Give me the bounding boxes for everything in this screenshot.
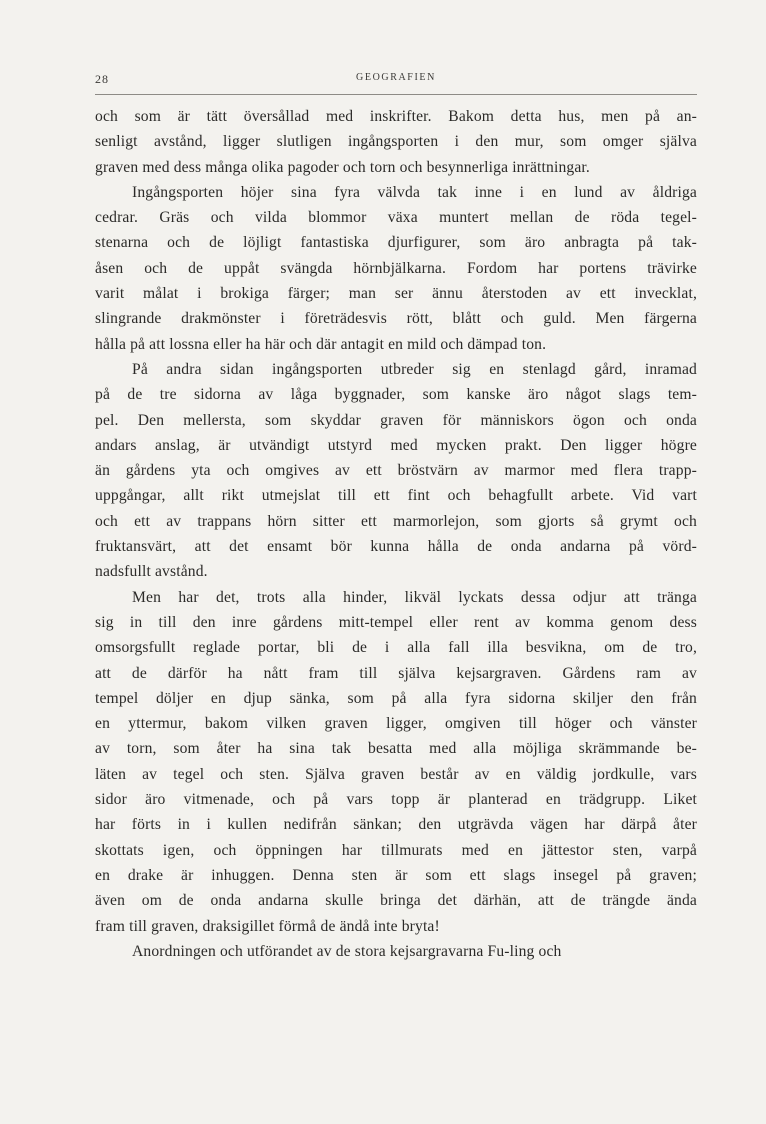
text-line: nadsfullt avstånd.: [95, 563, 208, 581]
text-line: har förts in i kullen nedifrån sänkan; den utgrävda vägen har därpå åter: [95, 816, 697, 834]
text-line: uppgångar, allt rikt utmejslat till ett fint och behagfullt arbete. Vid vart: [95, 487, 697, 505]
text-line: skottats igen, och öppningen har tillmurats med en jättestor sten, varpå: [95, 841, 697, 859]
page-header: [95, 72, 697, 95]
text-line: att de därför ha nått fram till själva kejsargraven. Gårdens ram av: [95, 664, 697, 682]
page-number: 28: [95, 72, 109, 86]
text-line: än gårdens yta och omgives av ett bröstvärn av marmor med flera trapp-: [95, 462, 697, 480]
running-title: GEOGRAFIEN: [356, 72, 436, 83]
text-line: Men har det, trots alla hinder, likväl lyckats dessa odjur att tränga: [132, 588, 697, 606]
text-line: sidor äro vitmenade, och på vars topp är planterad en trädgrupp. Liket: [95, 791, 697, 809]
text-line: och som är tätt översållad med inskrifter. Bakom detta hus, men på an-: [95, 108, 697, 125]
text-line: läten av tegel och sten. Själva graven består av en väldig jordkulle, vars: [95, 765, 697, 783]
text-line: åsen och de uppåt svängda hörnbjälkarna. Fordom har portens trävirke: [95, 259, 697, 277]
body-text: [95, 104, 697, 964]
text-line: sig in till den inre gårdens mitt-tempel eller rent av komma genom dess: [95, 613, 697, 631]
text-line: hålla på att lossna eller ha här och där antagit en mild och dämpad ton.: [95, 335, 547, 353]
text-line: senligt avstånd, ligger slutligen ingångsporten i den mur, som omger själva: [95, 133, 697, 151]
text-line: av torn, som åter ha sina tak besatta med alla möjliga skrämmande be-: [95, 740, 697, 758]
text-line: Anordningen och utförandet av de stora kejsargravarna Fu-ling och: [132, 942, 562, 960]
text-line: och ett av trappans hörn sitter ett marmorlejon, som gjorts så grymt och: [95, 512, 697, 530]
text-line: Ingångsporten höjer sina fyra välvda tak inne i en lund av åldriga: [132, 183, 697, 201]
text-line: slingrande drakmönster i företrädesvis rött, blått och guld. Men färgerna: [95, 310, 697, 328]
text-line: graven med dess många olika pagoder och torn och besynnerliga inrättningar.: [95, 158, 590, 176]
text-line: en drake är inhuggen. Denna sten är som ett slags insegel på graven;: [95, 866, 697, 884]
text-line: andars anslag, är utvändigt utstyrd med mycken prakt. Den ligger högre: [95, 436, 697, 454]
text-line: fruktansvärt, att det ensamt bör kunna hålla de onda andarna på vörd-: [95, 538, 697, 556]
text-line: cedrar. Gräs och vilda blommor växa muntert mellan de röda tegel-: [95, 209, 697, 227]
text-line: fram till graven, draksigillet förmå de ändå inte bryta!: [95, 917, 440, 935]
text-line: även om de onda andarna skulle bringa det därhän, att de trängde ända: [95, 892, 697, 910]
text-line: stenarna och de löjligt fantastiska djurfigurer, som äro anbragta på tak-: [95, 234, 697, 252]
text-line: omsorgsfullt reglade portar, bli de i alla fall illa besvikna, om de tro,: [95, 639, 697, 657]
text-line: tempel döljer en djup sänka, som på alla fyra sidorna skiljer den från: [95, 689, 697, 707]
text-line: varit målat i brokiga färger; man ser ännu återstoden av ett invecklat,: [95, 285, 697, 303]
text-line: på de tre sidorna av låga byggnader, som kanske äro något slags tem-: [95, 386, 697, 404]
text-line: På andra sidan ingångsporten utbreder sig en stenlagd gård, inramad: [132, 360, 697, 378]
text-line: pel. Den mellersta, som skyddar graven för människors ögon och onda: [95, 411, 697, 429]
text-line: en yttermur, bakom vilken graven ligger, omgiven till höger och vänster: [95, 715, 697, 733]
